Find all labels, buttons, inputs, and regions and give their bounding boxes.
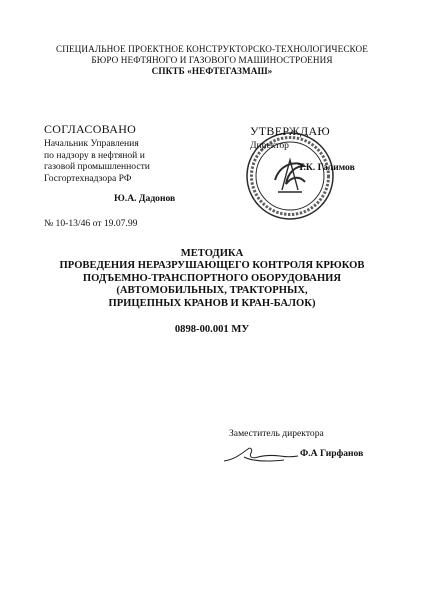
org-line-3: СПКТБ «НЕФТЕГАЗМАШ»: [151, 66, 273, 76]
org-line-2: БЮРО НЕФТЯНОГО И ГАЗОВОГО МАШИНОСТРОЕНИЯ: [91, 55, 333, 65]
document-code: 0898-00.001 МУ: [174, 324, 250, 335]
agreed-block: [44, 122, 214, 184]
agreed-title: СОГЛАСОВАНО: [44, 122, 137, 136]
approved-signatory: Т.К. Галимов: [298, 162, 355, 173]
title-line-1: МЕТОДИКА: [180, 248, 244, 259]
agreed-line-2: по надзору в нефтяной и: [44, 149, 145, 161]
agreed-line-1: Начальник Управления: [44, 138, 139, 149]
title-line-5: ПРИЦЕПНЫХ КРАНОВ И КРАН-БАЛОК): [108, 297, 316, 309]
title-line-4: (АВТОМОБИЛЬНЫХ, ТРАКТОРНЫХ,: [116, 285, 308, 297]
handwritten-signature-icon: [222, 443, 300, 467]
document-title: [0, 248, 424, 310]
org-line-1: СПЕЦИАЛЬНОЕ ПРОЕКТНОЕ КОНСТРУКТОРСКО-ТЕХНОЛОГИЧЕСКОЕ: [55, 44, 369, 54]
agreed-line-3: газовой промышленности: [44, 161, 150, 172]
approved-position: Директор: [250, 140, 289, 151]
agreed-line-4: Госгортехнадзора РФ: [44, 172, 132, 184]
approved-title: УТВЕРЖДАЮ: [250, 124, 331, 138]
org-header: [0, 44, 424, 77]
agreed-signatory: Ю.А. Дадонов: [114, 193, 176, 204]
deputy-position: Заместитель директора: [229, 428, 324, 439]
title-line-3: ПОДЪЕМНО-ТРАНСПОРТНОГО ОБОРУДОВАНИЯ: [82, 272, 342, 284]
deputy-signatory: Ф.А Гирфанов: [300, 448, 364, 459]
agreed-doc-number: № 10-13/46 от 19.07.99: [44, 218, 138, 229]
title-line-2: ПРОВЕДЕНИЯ НЕРАЗРУШАЮЩЕГО КОНТРОЛЯ КРЮКОВ: [59, 260, 365, 272]
